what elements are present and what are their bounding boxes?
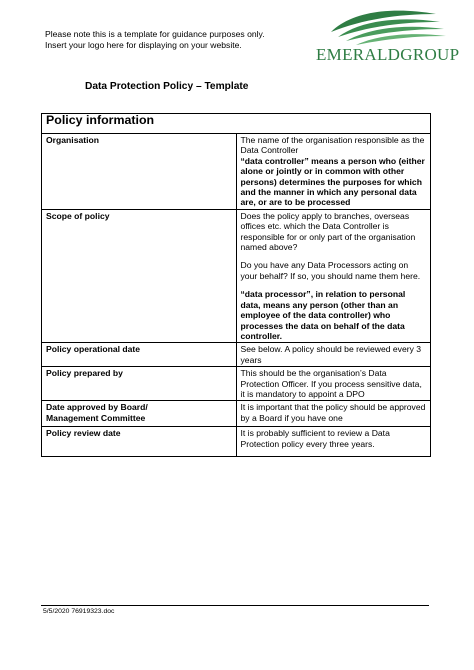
- row-desc-review-date: It is probably sufficient to review a Data Protection policy every three years.: [236, 427, 431, 457]
- table-header: Policy information: [42, 114, 431, 134]
- logo-wordmark: EMERALDGROUP: [316, 45, 460, 64]
- row-label-scope: Scope of policy: [42, 209, 237, 342]
- document-title: Data Protection Policy – Template: [85, 81, 249, 92]
- template-note-line1: Please note this is a template for guidance purposes only.: [45, 29, 265, 39]
- organisation-text: The name of the organisation responsible as the Data Controller: [240, 135, 425, 156]
- table-row-scope: [42, 209, 431, 342]
- row-label-review-date: Policy review date: [42, 427, 237, 457]
- row-label-prepared-by: Policy prepared by: [42, 367, 237, 401]
- row-desc-organisation: [236, 134, 431, 210]
- logo-swoosh-icon: [316, 8, 456, 48]
- emerald-group-logo: [316, 8, 460, 88]
- data-processor-definition: “data processor”, in relation to personal data, means any person (other than an employee of the data controller) who processes the data on behalf of the data controller.: [240, 289, 406, 341]
- policy-information-table: [41, 113, 431, 457]
- template-note-line2: Insert your logo here for displaying on your website.: [45, 40, 242, 50]
- date-approved-label-line1: Date approved by Board/: [46, 402, 148, 413]
- table-header-row: [42, 114, 431, 134]
- row-desc-scope: [236, 209, 431, 342]
- data-processors-text: Do you have any Data Processors acting on your behalf? If so, you should name them here.: [240, 260, 421, 281]
- footer-divider: [41, 605, 429, 606]
- table-row-date-approved: [42, 401, 431, 427]
- row-label-date-approved: [42, 401, 237, 427]
- row-label-operational-date: Policy operational date: [42, 343, 237, 367]
- row-desc-date-approved: It is important that the policy should be approved by a Board if you have one: [236, 401, 431, 427]
- template-note: [45, 29, 265, 51]
- table-row-operational-date: [42, 343, 431, 367]
- data-controller-definition: “data controller” means a person who (either alone or jointly or in common with other persons) determines the purposes for which and the manner in which any personal data are, or are to be processed: [240, 155, 425, 208]
- date-approved-label-line2: Management Committee: [46, 412, 146, 423]
- footer-filename: 5/5/2020 76919323.doc: [43, 608, 115, 615]
- table-row-prepared-by: [42, 367, 431, 401]
- row-desc-operational-date: See below. A policy should be reviewed every 3 years: [236, 343, 431, 367]
- table-row-review-date: [42, 427, 431, 457]
- table-row-organisation: [42, 134, 431, 210]
- row-desc-prepared-by: This should be the organisation’s Data Protection Officer. If you process sensitive data, it is mandatory to appoint a DPO: [236, 367, 431, 401]
- row-label-organisation: Organisation: [42, 134, 237, 210]
- scope-text: Does the policy apply to branches, overseas offices etc. which the Data Controller is responsible for or only part of the organisation named above?: [240, 210, 416, 253]
